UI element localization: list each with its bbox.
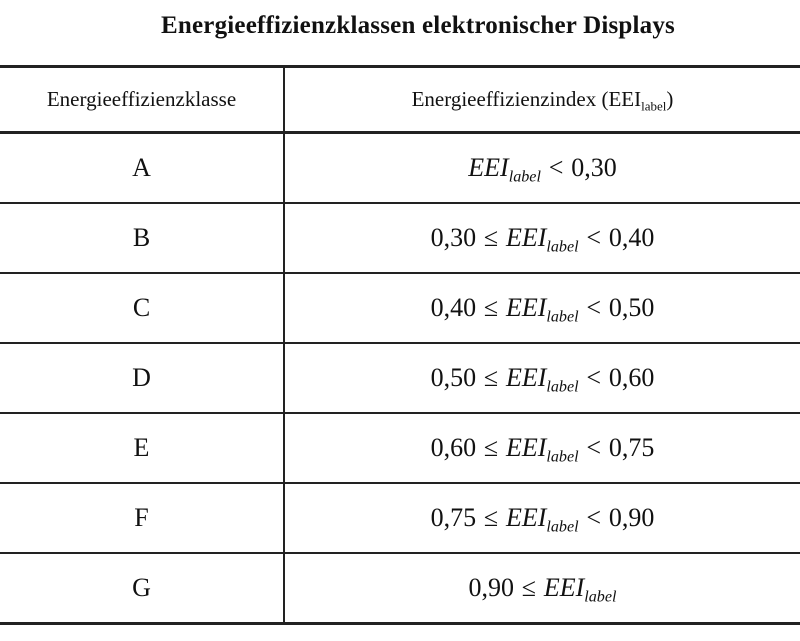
eei-symbol-main: EEI [468,153,509,182]
eei-symbol-main: EEI [505,293,547,322]
table-row [0,413,800,483]
range-lower-operator: ≤ [483,433,499,462]
eei-symbol-subscript: label [546,378,579,396]
range-upper-operator: < [586,363,602,392]
table-header-row [0,67,800,133]
range-upper-bound: 0,75 [608,433,655,462]
range-upper-bound: 0,40 [608,223,655,252]
energy-class-cell: E [0,413,284,483]
eei-symbol-subscript: label [508,168,541,186]
energy-class-cell: F [0,483,284,553]
header-index-close: ) [666,87,674,111]
eei-symbol-main: EEI [505,363,547,392]
eei-symbol-subscript: label [546,518,579,536]
range-upper-bound: 0,90 [608,503,655,532]
eei-symbol-subscript: label [546,238,579,256]
range-lower-operator: ≤ [521,573,537,602]
energy-index-range-cell [284,483,800,553]
range-lower-bound: 0,90 [468,573,514,602]
eei-symbol-subscript: label [546,448,579,466]
table-body [0,133,800,624]
range-lower-bound: 0,30 [430,223,477,252]
energy-index-range-cell [284,413,800,483]
energy-index-range-cell [284,133,800,204]
eei-label-symbol [505,503,579,536]
table-row [0,133,800,204]
energy-index-range-cell [284,203,800,273]
eei-label-symbol [505,223,579,256]
eei-symbol-subscript: label [546,308,579,326]
energy-index-range-cell [284,553,800,624]
eei-symbol-main: EEI [505,433,547,462]
range-lower-bound: 0,50 [430,363,477,392]
eei-symbol-main: EEI [543,573,585,602]
range-lower-operator: ≤ [483,503,499,532]
range-lower-operator: ≤ [483,293,499,322]
energy-index-range-cell [284,343,800,413]
range-lower-operator: ≤ [483,363,499,392]
range-lower-operator: ≤ [483,223,499,252]
eei-label-symbol [543,573,617,606]
eei-symbol-main: EEI [505,503,547,532]
table-row [0,553,800,624]
range-upper-bound: 0,50 [608,293,655,322]
table-row [0,273,800,343]
range-upper-bound: 0,60 [608,363,655,392]
energy-class-table [0,65,800,625]
energy-index-range-cell [284,273,800,343]
eei-label-symbol [505,363,579,396]
header-index-text: Energieeffizienzindex (EEI [411,87,642,111]
table-row [0,203,800,273]
range-upper-bound: 0,30 [571,153,617,182]
range-lower-bound: 0,60 [430,433,477,462]
energy-class-cell: D [0,343,284,413]
energy-class-cell: G [0,553,284,624]
eei-symbol-subscript: label [584,588,617,606]
page-title: Energieeffizienzklassen elektronischer Displays [161,12,675,39]
range-lower-bound: 0,40 [430,293,477,322]
header-energy-class: Energieeffizienzklasse [0,67,284,133]
eei-symbol-main: EEI [505,223,547,252]
energy-class-cell: A [0,133,284,204]
eei-label-symbol [505,433,579,466]
header-energy-index [284,67,800,133]
range-upper-operator: < [586,433,602,462]
energy-class-cell: C [0,273,284,343]
energy-class-cell: B [0,203,284,273]
eei-label-symbol [468,153,541,186]
header-index-subscript: label [641,98,667,114]
range-upper-operator: < [586,223,602,252]
table-row [0,483,800,553]
range-upper-operator: < [586,503,602,532]
table-row [0,343,800,413]
range-upper-operator: < [548,153,564,182]
eei-label-symbol [505,293,579,326]
range-lower-bound: 0,75 [430,503,477,532]
range-upper-operator: < [586,293,602,322]
